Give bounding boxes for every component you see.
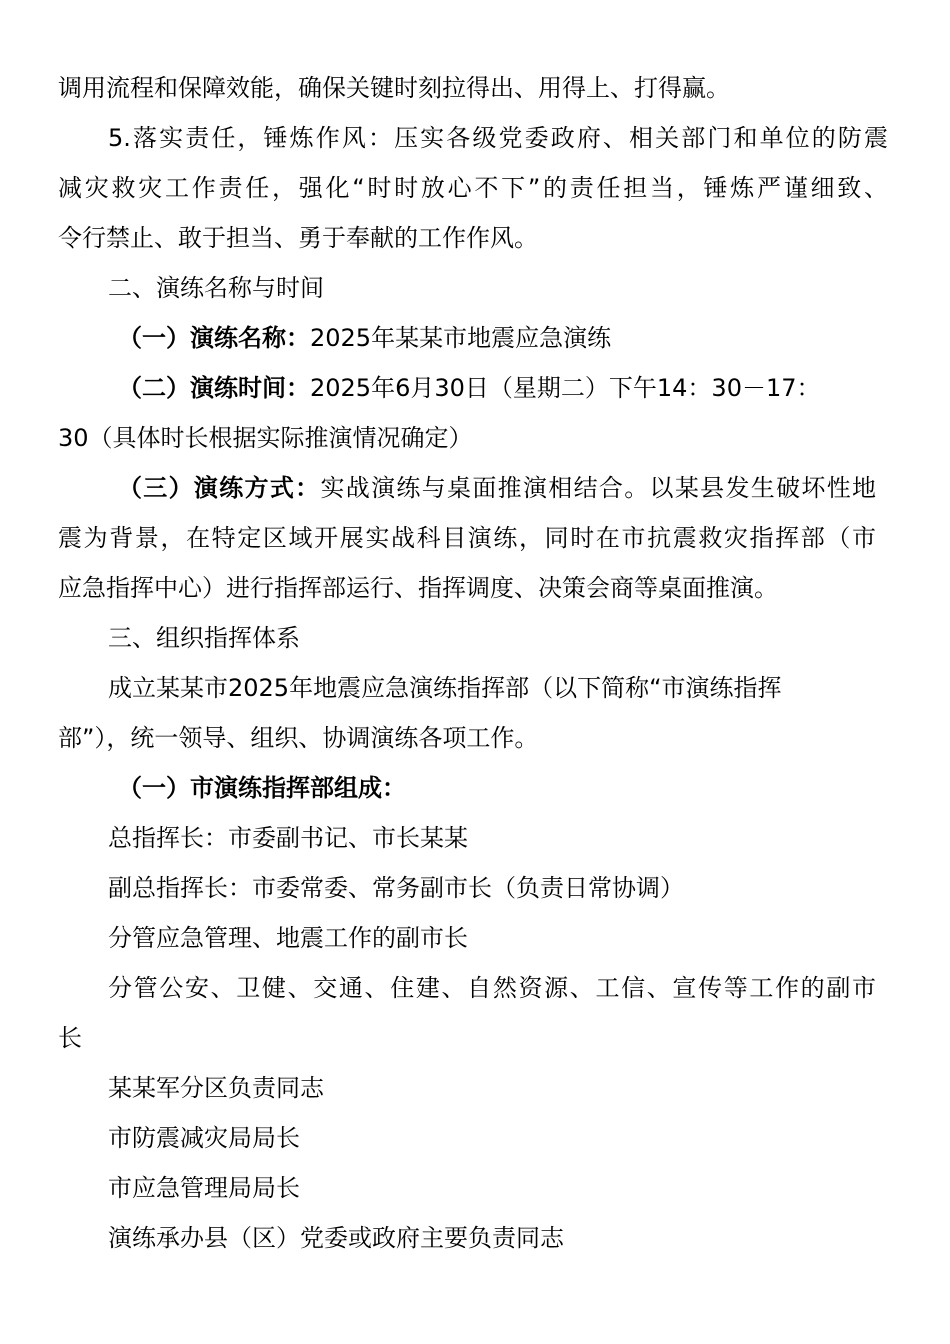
item-line bbox=[118, 368, 888, 408]
item-label: （三）演练方式： bbox=[118, 474, 321, 502]
paragraph-line: 震为背景，在特定区域开展实战科目演练，同时在市抗震救灾指挥部（市 bbox=[58, 524, 876, 552]
list-item: 市防震减灾局局长 bbox=[108, 1124, 300, 1152]
list-item: 总指挥长：市委副书记、市长某某 bbox=[108, 824, 468, 852]
list-item: 某某军分区负责同志 bbox=[108, 1074, 324, 1102]
paragraph-line: 调用流程和保障效能，确保关键时刻拉得出、用得上、打得赢。 bbox=[58, 74, 730, 102]
item-text: 2025年某某市地震应急演练 bbox=[310, 324, 612, 352]
list-item-continuation: 长 bbox=[58, 1024, 82, 1052]
section-heading: 三、组织指挥体系 bbox=[108, 624, 300, 652]
paragraph-line: 成立某某市2025年地震应急演练指挥部（以下简称“市演练指挥 bbox=[108, 674, 782, 702]
subsection-heading: （一）市演练指挥部组成： bbox=[118, 774, 406, 802]
paragraph-line: 30（具体时长根据实际推演情况确定） bbox=[58, 424, 473, 452]
paragraph-line: 应急指挥中心）进行指挥部运行、指挥调度、决策会商等桌面推演。 bbox=[58, 574, 778, 602]
item-label: （一）演练名称： bbox=[118, 324, 310, 352]
paragraph-line: 5.落实责任，锤炼作风：压实各级党委政府、相关部门和单位的防震 bbox=[108, 124, 888, 152]
item-line bbox=[118, 318, 888, 358]
list-item: 分管公安、卫健、交通、住建、自然资源、工信、宣传等工作的副市 bbox=[108, 974, 876, 1002]
list-item: 演练承办县（区）党委或政府主要负责同志 bbox=[108, 1224, 564, 1252]
item-text: 实战演练与桌面推演相结合。以某县发生破坏性地 bbox=[320, 474, 876, 502]
section-heading: 二、演练名称与时间 bbox=[108, 274, 324, 302]
paragraph-line: 令行禁止、敢于担当、勇于奉献的工作作风。 bbox=[58, 224, 538, 252]
item-text: 2025年6月30日（星期二）下午14：30－17： bbox=[310, 374, 821, 402]
item-label: （二）演练时间： bbox=[118, 374, 310, 402]
item-line bbox=[118, 468, 876, 508]
list-item: 副总指挥长：市委常委、常务副市长（负责日常协调） bbox=[108, 874, 684, 902]
paragraph-line: 部”），统一领导、组织、协调演练各项工作。 bbox=[58, 724, 539, 752]
paragraph-line: 减灾救灾工作责任，强化“时时放心不下”的责任担当，锤炼严谨细致、 bbox=[58, 174, 888, 202]
list-item: 市应急管理局局长 bbox=[108, 1174, 300, 1202]
list-item: 分管应急管理、地震工作的副市长 bbox=[108, 924, 468, 952]
